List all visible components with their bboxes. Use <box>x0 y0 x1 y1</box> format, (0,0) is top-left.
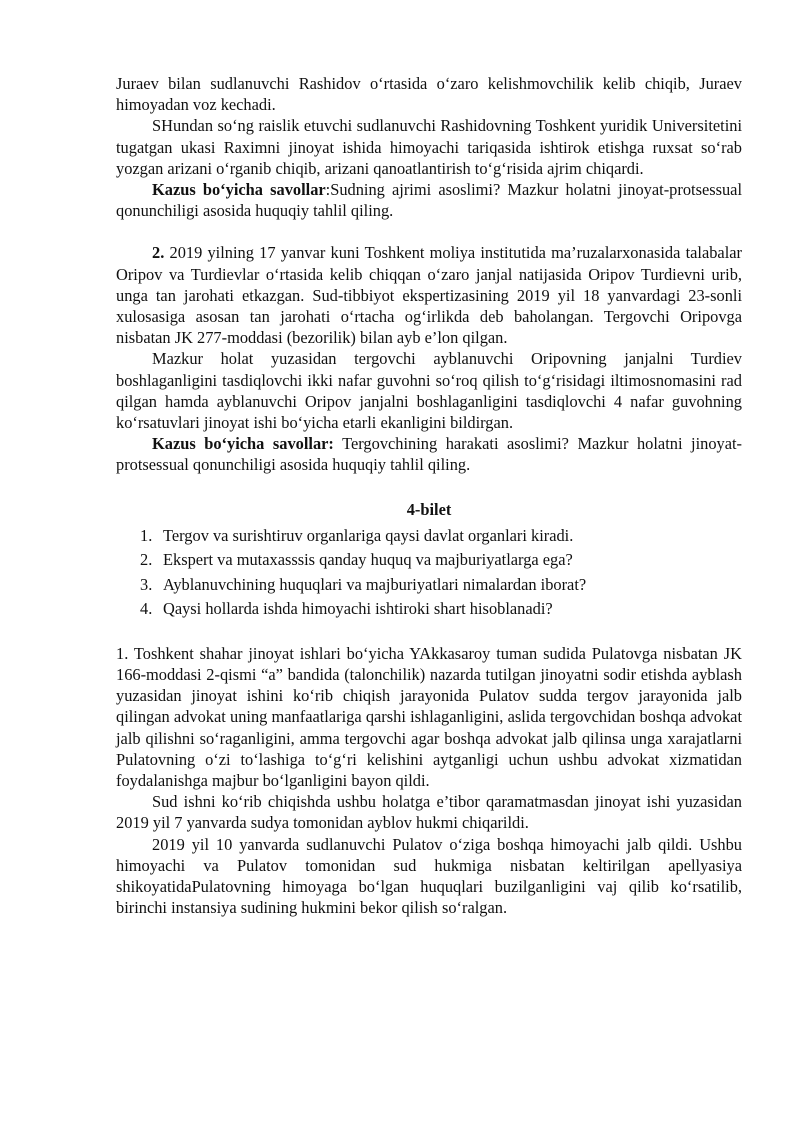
bilet-question-text: Ekspert va mutaxasssis qanday huquq va majburiyatlarga ega? <box>163 550 573 570</box>
spacer <box>116 221 742 242</box>
spacer <box>116 622 742 643</box>
case-2-number: 2. <box>152 243 165 263</box>
case-prev-paragraph-1: Juraev bilan sudlanuvchi Rashidov o‘rtasida o‘zaro kelishmovchilik kelib chiqib, Juraev himoyadan voz kechadi. <box>116 74 742 115</box>
case-2-questions <box>116 433 742 475</box>
bilet-question-text: Ayblanuvchining huquqlari va majburiyatlari nimalardan iborat? <box>163 574 587 594</box>
bilet-question-text: Qaysi hollarda ishda himoyachi ishtiroki shart hisoblanadi? <box>163 599 553 619</box>
case-2-paragraph-1 <box>116 242 742 348</box>
case-prev-questions-text: :Sudning ajrimi asoslimi? Mazkur holatni jinoyat-protsessual qonunchiligi asosida huquqiy tahlil qiling. <box>116 180 742 221</box>
bilet-title: 4-bilet <box>406 499 452 519</box>
bilet-question <box>140 548 742 573</box>
bilet-question-list <box>116 524 742 622</box>
bilet-question-number: 1. <box>140 525 153 545</box>
case-prev-paragraph-2: SHundan so‘ng raislik etuvchi sudlanuvchi Rashidovning Toshkent yuridik Universitetini tugatgan ukasi Raximni jinoyat ishida himoyachi tariqasida ishtirok etishga ruxsat so‘rab yozgan arizani o‘rganib chiqib, arizani qanoatlantirish to‘g‘risida ajrim chiqardi. <box>116 116 742 178</box>
bilet-question-number: 2. <box>140 550 153 570</box>
case-2-questions-label: Kazus bo‘yicha savollar: <box>152 434 334 454</box>
case-prev-questions-label: Kazus bo‘yicha savollar <box>152 180 326 200</box>
case-2-paragraph-1-text: 2019 yilning 17 yanvar kuni Toshkent moliya institutida ma’ruzalarxonasida talabalar Oripov va Turdievlar o‘rtasida kelib chiqqan o‘zaro janjal natijasida Oripov Turdievni urib, unga tan jarohati etkazgan. Sud-tibbiyot ekspertizasining 2019 yil 18 yanvardagi 23-sonli xulosasiga asosan tan jarohati o‘rtacha og‘irlikda deb baholangan. Tergovchi Oripovga nisbatan JK 277-moddasi (bezorilik) bilan ayb e’lon qilgan. <box>116 243 742 348</box>
bilet-question-number: 4. <box>140 599 153 619</box>
case-3-paragraph-1: 1. Toshkent shahar jinoyat ishlari bo‘yicha YAkkasaroy tuman sudida Pulatovga nisbatan JK 166-moddasi 2-qismi “a” bandida (talonchilik) nazarda tutilgan jinoyatni sodir etishda ayblash yuzasidan jinoyat ishini ko‘rib chiqish jarayonida Pulatov sudda tergov jarayonida jalb qilingan advokat uning manfaatlariga qarshi ishlaganligini, aslida tergovchidan boshqa advokat jalb qilishni so‘raganligini, amma tergovchi agar boshqa advokat jalb qilinsa unga xarajatlarni Pulatovning o‘zi to‘lashiga to‘g‘ri kelishini aytganligi uchun ushbu advokat xizmatidan foydalanishga majbur bo‘lganligini bayon qildi. <box>116 643 742 791</box>
case-3-paragraph-3: 2019 yil 10 yanvarda sudlanuvchi Pulatov o‘ziga boshqa himoyachi jalb qildi. Ushbu himoyachi va Pulatov tomonidan sud hukmiga nisbatan keltirilgan apellyasiya shikoyatidaPulatovning himoyaga bo‘lgan huquqlari buzilganligini vaj qilib ko‘rsatilib, birinchi instansiya sudining hukmini bekor qilish so‘ralgan. <box>116 834 742 918</box>
bilet-question <box>140 573 742 598</box>
bilet-question <box>140 597 742 622</box>
bilet-question-text: Tergov va surishtiruv organlariga qaysi davlat organlari kiradi. <box>163 525 574 545</box>
bilet-question <box>140 524 742 549</box>
case-2-paragraph-2: Mazkur holat yuzasidan tergovchi ayblanuvchi Oripovning janjalni Turdiev boshlaganligini tasdiqlovchi ikki nafar guvohni so‘roq qilish to‘g‘risidagi iltimosnomasini rad qilgan hamda ayblanuvchi Oripov janjalni boshlaganligini tasdiqlovchi 4 nafar guvohning ko‘rsatuvlari jinoyat ishi bo‘yicha etarli ekanligini bildirgan. <box>116 349 742 433</box>
spacer <box>116 476 742 497</box>
case-3-paragraph-2: Sud ishni ko‘rib chiqishda ushbu holatga e’tibor qaramatmasdan jinoyat ishi yuzasidan 2019 yil 7 yanvarda sudya tomonidan ayblov hukmi chiqarildi. <box>116 792 742 833</box>
case-prev-questions <box>116 179 742 221</box>
case-2-questions-text: Tergovchining harakati asoslimi? Mazkur holatni jinoyat-protsessual qonunchiligi asosida huquqiy tahlil qiling. <box>116 434 743 475</box>
bilet-question-number: 3. <box>140 574 153 594</box>
